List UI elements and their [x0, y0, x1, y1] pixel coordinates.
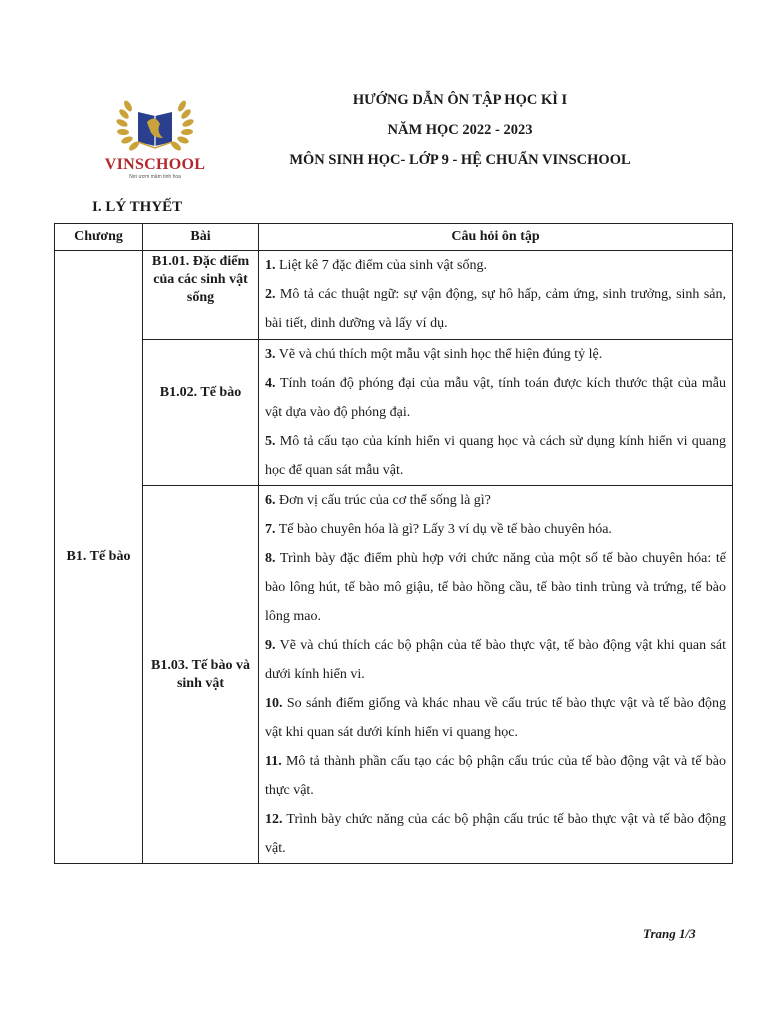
question-item — [265, 805, 726, 863]
question-number: 9. — [265, 638, 276, 653]
question-item — [265, 631, 726, 689]
questions-cell — [259, 251, 733, 340]
laurel-book-icon — [100, 92, 210, 156]
lesson-cell — [143, 486, 259, 864]
question-number: 8. — [265, 551, 276, 566]
logo-wordmark: VINSCHOOL — [104, 156, 206, 173]
question-text: Mô tả các thuật ngữ: sự vận động, sự hô hấp, cảm ứng, sinh trưởng, sinh sản, bài tiết, dinh dưỡng và lấy ví dụ. — [265, 287, 727, 331]
question-text: Đơn vị cấu trúc của cơ thể sống là gì? — [279, 493, 491, 508]
question-item — [265, 689, 726, 747]
table-row — [55, 251, 733, 340]
question-text: So sánh điểm giống và khác nhau về cấu trúc tế bào thực vật và tế bào động vật khi quan sát dưới kính hiển vi quang học. — [265, 696, 726, 740]
question-number: 12. — [265, 812, 283, 827]
school-logo — [100, 92, 210, 184]
questions-cell — [259, 486, 733, 864]
school-year: NĂM HỌC 2022 - 2023 — [387, 122, 533, 138]
question-item — [265, 251, 726, 280]
doc-title: HƯỚNG DẪN ÔN TẬP HỌC KÌ I — [352, 92, 568, 108]
question-item — [265, 340, 726, 369]
subject-line: MÔN SINH HỌC- LỚP 9 - HỆ CHUẨN VINSCHOOL — [289, 152, 631, 168]
question-text: Trình bày chức năng của các bộ phận cấu trúc tế bào thực vật và tế bào động vật. — [265, 812, 726, 856]
question-number: 10. — [265, 696, 283, 711]
lesson-title: B1.03. Tế bào và sinh vật — [151, 657, 250, 691]
question-number: 4. — [265, 376, 276, 391]
question-text: Mô tả thành phần cấu tạo các bộ phận cấu trúc của tế bào động vật và tế bào thực vật. — [265, 754, 726, 798]
lesson-cell — [143, 340, 259, 486]
chapter-cell: B1. Tế bào — [55, 251, 143, 864]
question-item — [265, 544, 726, 631]
review-table — [54, 223, 733, 864]
question-item — [265, 427, 726, 485]
question-number: 11. — [265, 754, 282, 769]
question-number: 7. — [265, 522, 276, 537]
table-header-row — [55, 224, 733, 251]
header-questions: Câu hỏi ôn tập — [259, 224, 733, 251]
lesson-title: B1.02. Tế bào — [159, 385, 242, 400]
question-text: Vẽ và chú thích một mẫu vật sinh học thể hiện đúng tỷ lệ. — [278, 347, 603, 362]
question-text: Trình bày đặc điểm phù hợp với chức năng của một số tế bào chuyên hóa: tế bào lông hút, tế bào mô giậu, tế bào hồng cầu, tế bào tinh trùng và trứng, tế bào lông mao. — [265, 551, 727, 624]
question-item — [265, 747, 726, 805]
question-item — [265, 369, 726, 427]
question-item — [265, 486, 726, 515]
question-item — [265, 515, 726, 544]
table-row — [55, 486, 733, 864]
question-text: Tế bào chuyên hóa là gì? Lấy 3 ví dụ về tế bào chuyên hóa. — [278, 522, 612, 537]
page-number: Trang 1/3 — [643, 926, 696, 941]
question-number: 3. — [265, 347, 276, 362]
question-text: Tính toán độ phóng đại của mẫu vật, tính toán được kích thước thật của mẫu vật dựa vào độ phóng đại. — [265, 376, 727, 420]
lesson-title: B1.01. Đặc điểm của các sinh vật sống — [151, 254, 250, 305]
question-text: Vẽ và chú thích các bộ phận của tế bào thực vật, tế bào động vật khi quan sát dưới kính hiển vi. — [265, 638, 727, 682]
logo-tagline: Nơi ươm mầm tinh hoa — [129, 174, 181, 180]
question-number: 6. — [265, 493, 276, 508]
header-chapter: Chương — [55, 224, 143, 251]
question-text: Liệt kê 7 đặc điểm của sinh vật sống. — [275, 258, 487, 273]
lesson-cell — [143, 251, 259, 340]
question-number: 5. — [265, 434, 276, 449]
question-item — [265, 280, 726, 338]
table-row — [55, 340, 733, 486]
header-lesson: Bài — [143, 224, 259, 251]
questions-cell — [259, 340, 733, 486]
question-number: 1. — [265, 258, 276, 273]
question-text: Mô tả cấu tạo của kính hiển vi quang học và cách sử dụng kính hiển vi quang học để quan sát mẫu vật. — [265, 434, 727, 478]
section-title: I. LÝ THYẾT — [92, 199, 183, 215]
question-number: 2. — [265, 287, 276, 302]
